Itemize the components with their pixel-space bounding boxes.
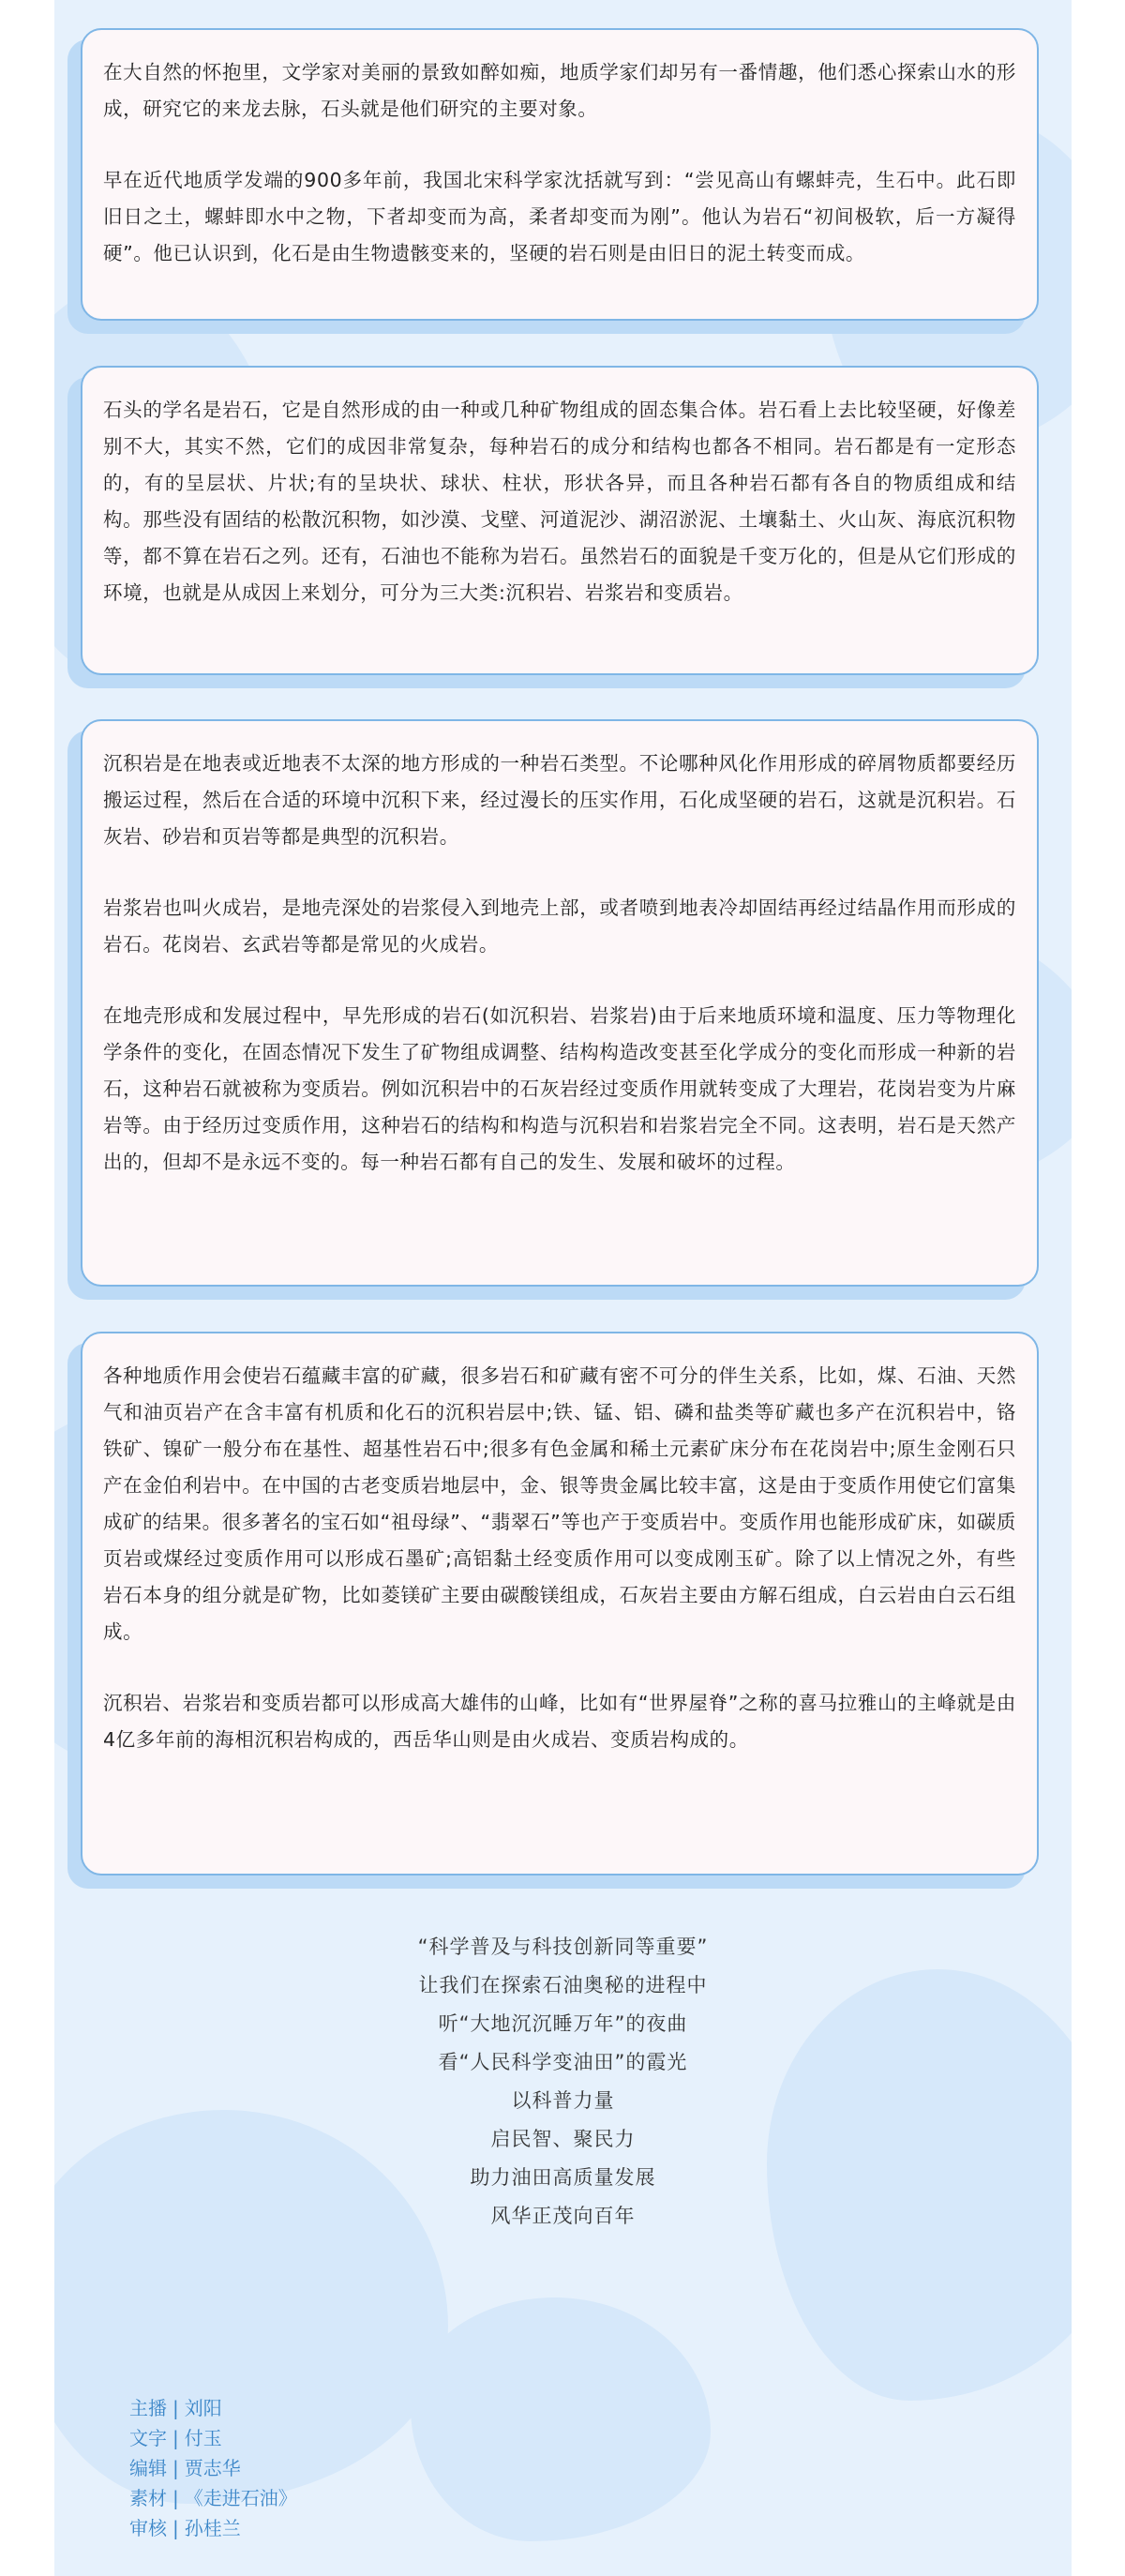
minerals-card — [81, 1332, 1039, 1876]
slogan-line: 让我们在探索石油奥秘的进程中 — [418, 1974, 708, 1996]
paragraph: 各种地质作用会使岩石蕴藏丰富的矿藏，很多岩石和矿藏有密不可分的伴生关系，比如，煤、石油、天然气和油页岩产在含丰富有机质和化石的沉积岩层中;铁、锰、铝、磷和盐类等矿藏也多产在沉积岩中，铬铁矿、镍矿一般分布在基性、超基性岩石中;很多有色金属和稀土元素矿床分布在花岗岩中;原生金刚石只产在金伯利岩中。在中国的古老变质岩地层中，金、银等贵金属比较丰富，这是由于变质作用使它们富集成矿的结果。很多著名的宝石如“祖母绿”、“翡翠石”等也产于变质岩中。变质作用也能形成矿床，如碳质页岩或煤经过变质作用可以形成石墨矿;高铝黏土经变质作用可以变成刚玉矿。除了以上情况之外，有些岩石本身的组分就是矿物，比如菱镁矿主要由碳酸镁组成，石灰岩主要由方解石组成，白云岩由白云石组成。 — [103, 1364, 1016, 1643]
slogan-line: “科学普及与科技创新同等重要” — [417, 1936, 709, 1958]
paragraph: 沉积岩、岩浆岩和变质岩都可以形成高大雄伟的山峰，比如有“世界屋脊”之称的喜马拉雅山的主峰就是由4亿多年前的海相沉积岩构成的，西岳华山则是由火成岩、变质岩构成的。 — [103, 1692, 1016, 1751]
credit-row — [129, 2453, 297, 2483]
card-body — [81, 366, 1039, 675]
card-body — [81, 719, 1039, 1287]
credit-separator: | — [172, 2397, 179, 2419]
credit-role: 文字 — [129, 2427, 167, 2449]
slogan-line: 风华正茂向百年 — [490, 2205, 636, 2227]
credit-name: 《走进石油》 — [184, 2487, 297, 2509]
slogan-line: 看“人民科学变油田”的霞光 — [438, 2051, 688, 2073]
slogan-block — [54, 1928, 1072, 2236]
rock-types-card — [81, 719, 1039, 1287]
credit-separator: | — [172, 2427, 179, 2449]
credit-role: 主播 — [129, 2397, 167, 2419]
credit-name: 刘阳 — [184, 2397, 222, 2419]
rock-definition-card — [81, 366, 1039, 675]
slogan-line: 启民智、聚民力 — [490, 2128, 636, 2150]
slogan-line: 以科普力量 — [511, 2089, 615, 2112]
slogan-line: 助力油田高质量发展 — [470, 2166, 656, 2189]
paragraph: 沉积岩是在地表或近地表不太深的地方形成的一种岩石类型。不论哪种风化作用形成的碎屑物质都要经历搬运过程，然后在合适的环境中沉积下来，经过漫长的压实作用，石化成坚硬的岩石，这就是沉积岩。石灰岩、砂岩和页岩等都是典型的沉积岩。 — [103, 752, 1016, 848]
paragraph: 岩浆岩也叫火成岩，是地壳深处的岩浆侵入到地壳上部，或者喷到地表冷却固结再经过结晶作用而形成的岩石。花岗岩、玄武岩等都是常见的火成岩。 — [103, 896, 1016, 956]
intro-card — [81, 28, 1039, 321]
credit-role: 素材 — [129, 2487, 167, 2509]
credit-row — [129, 2513, 297, 2543]
paragraph: 在地壳形成和发展过程中，早先形成的岩石(如沉积岩、岩浆岩)由于后来地质环境和温度、压力等物理化学条件的变化，在固态情况下发生了矿物组成调整、结构构造改变甚至化学成分的变化而形成一种新的岩石，这种岩石就被称为变质岩。例如沉积岩中的石灰岩经过变质作用就转变成了大理岩，花岗岩变为片麻岩等。由于经历过变质作用，这种岩石的结构和构造与沉积岩和岩浆岩完全不同。这表明，岩石是天然产出的，但却不是永远不变的。每一种岩石都有自己的发生、发展和破坏的过程。 — [103, 1004, 1016, 1173]
credits-block — [129, 2393, 297, 2543]
paragraph: 石头的学名是岩石，它是自然形成的由一种或几种矿物组成的固态集合体。岩石看上去比较坚硬，好像差别不大，其实不然，它们的成因非常复杂，每种岩石的成分和结构也都各不相同。岩石都是有一定形态的，有的呈层状、片状;有的呈块状、球状、柱状，形状各异，而且各种岩石都有各自的物质组成和结构。那些没有固结的松散沉积物，如沙漠、戈壁、河道泥沙、湖沼淤泥、土壤黏土、火山灰、海底沉积物等，都不算在岩石之列。还有，石油也不能称为岩石。虽然岩石的面貌是千变万化的，但是从它们形成的环境，也就是从成因上来划分，可分为三大类:沉积岩、岩浆岩和变质岩。 — [103, 399, 1016, 604]
paragraph: 在大自然的怀抱里，文学家对美丽的景致如醉如痴，地质学家们却另有一番情趣，他们悉心探索山水的形成，研究它的来龙去脉，石头就是他们研究的主要对象。 — [103, 61, 1016, 120]
credit-name: 付玉 — [184, 2427, 222, 2449]
credit-name: 贾志华 — [184, 2457, 241, 2479]
credit-role: 编辑 — [129, 2457, 167, 2479]
slogan-line: 听“大地沉沉睡万年”的夜曲 — [438, 2012, 688, 2035]
credit-separator: | — [172, 2517, 179, 2539]
credit-separator: | — [172, 2487, 179, 2509]
page-background — [54, 0, 1072, 2576]
decor-blob — [411, 2297, 711, 2541]
credit-row — [129, 2483, 297, 2513]
paragraph: 早在近代地质学发端的900多年前，我国北宋科学家沈括就写到：“尝见高山有螺蚌壳，生石中。此石即旧日之土，螺蚌即水中之物，下者却变而为高，柔者却变而为刚”。他认为岩石“初间极软，后一方凝得硬”。他已认识到，化石是由生物遗骸变来的，坚硬的岩石则是由旧日的泥土转变而成。 — [103, 169, 1016, 264]
credit-row — [129, 2423, 297, 2453]
credit-separator: | — [172, 2457, 179, 2479]
credit-row — [129, 2393, 297, 2423]
card-body — [81, 1332, 1039, 1876]
card-body — [81, 28, 1039, 321]
credit-name: 孙桂兰 — [184, 2517, 241, 2539]
credit-role: 审核 — [129, 2517, 167, 2539]
